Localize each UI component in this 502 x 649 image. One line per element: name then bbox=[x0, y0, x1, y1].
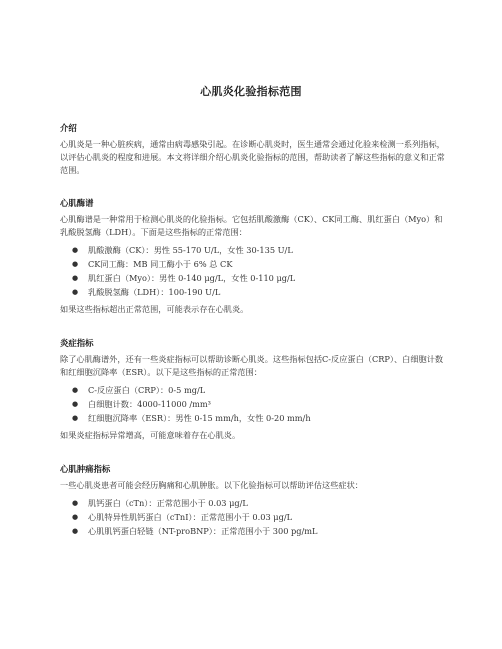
list-item-text: 心肌肌钙蛋白轻链（NT-proBNP）：正常范围小于 300 pg/mL bbox=[88, 526, 318, 536]
list-item bbox=[60, 411, 446, 425]
bullet-dot-icon: ● bbox=[72, 414, 79, 422]
page-title: 心肌炎化验指标范围 bbox=[200, 85, 302, 98]
section-closing: 如果炎症指标异常增高，可能意味着存在心肌炎。 bbox=[60, 430, 241, 440]
section-inflammation bbox=[60, 338, 446, 442]
list-item bbox=[60, 285, 446, 299]
list-item-text: 乳酸脱氢酶（LDH）：100-190 U/L bbox=[88, 287, 221, 297]
section-heading: 心肌肿痛指标 bbox=[60, 464, 111, 474]
list-item-text: 红细胞沉降率（ESR）：男性 0-15 mm/h，女性 0-20 mm/h bbox=[88, 413, 311, 423]
section-paragraph: 心肌酶谱是一种常用于检测心肌炎的化验指标。它包括肌酸激酶（CK）、CK同工酶、肌红蛋白（Myo）和乳酸脱氢酶（LDH）。下面是这些指标的正常范围： bbox=[60, 214, 443, 237]
list-item-text: 肌红蛋白（Myo）：男性 0-140 μg/L，女性 0-110 μg/L bbox=[88, 273, 296, 283]
list-item bbox=[60, 243, 446, 257]
list-item-text: 心肌特异性肌钙蛋白（cTnI）：正常范围小于 0.03 μg/L bbox=[88, 512, 293, 522]
bullet-dot-icon: ● bbox=[72, 260, 79, 268]
section-paragraph: 除了心肌酶谱外，还有一些炎症指标可以帮助诊断心肌炎。这些指标包括C-反应蛋白（CRP）、白细胞计数和红细胞沉降率（ESR）。以下是这些指标的正常范围： bbox=[60, 354, 444, 377]
bullet-dot-icon: ● bbox=[72, 288, 79, 296]
list-item-text: 白细胞计数：4000-11000 /mm³ bbox=[88, 399, 211, 409]
list-item-text: CK同工酶：MB 同工酶小于 6% 总 CK bbox=[88, 259, 233, 269]
bullet-dot-icon: ● bbox=[72, 386, 79, 394]
section-heading: 介绍 bbox=[60, 123, 77, 133]
bullet-dot-icon: ● bbox=[72, 527, 79, 535]
list-item bbox=[60, 524, 446, 538]
bullet-dot-icon: ● bbox=[72, 274, 79, 282]
spacer bbox=[60, 316, 446, 338]
list-item bbox=[60, 510, 446, 524]
bullet-list bbox=[60, 383, 446, 425]
section-heading: 炎症指标 bbox=[60, 338, 94, 348]
section-cardiac-enzymes bbox=[60, 198, 446, 316]
bullet-dot-icon: ● bbox=[72, 513, 79, 521]
list-item bbox=[60, 257, 446, 271]
list-item-text: 肌钙蛋白（cTn）：正常范围小于 0.03 μg/L bbox=[88, 498, 248, 508]
section-heading: 心肌酶谱 bbox=[60, 198, 94, 208]
list-item-text: 肌酸激酶（CK）：男性 55-170 U/L，女性 30-135 U/L bbox=[88, 245, 293, 255]
spacer bbox=[60, 177, 446, 198]
bullet-list bbox=[60, 496, 446, 538]
section-paragraph: 一些心肌炎患者可能会经历胸痛和心肌肿胀。以下化验指标可以帮助评估这些症状： bbox=[60, 480, 363, 490]
bullet-dot-icon: ● bbox=[72, 400, 79, 408]
document-body bbox=[60, 123, 446, 542]
list-item-text: C-反应蛋白（CRP）：0-5 mg/L bbox=[88, 385, 206, 395]
section-paragraph: 心肌炎是一种心脏疾病，通常由病毒感染引起。在诊断心肌炎时，医生通常会通过化验来检测一系列指标，以评估心肌炎的程度和进展。本文将详细介绍心肌炎化验指标的范围，帮助读者了解这些指标的意义和正常范围。 bbox=[60, 139, 445, 175]
list-item bbox=[60, 496, 446, 510]
list-item bbox=[60, 383, 446, 397]
list-item bbox=[60, 271, 446, 285]
bullet-dot-icon: ● bbox=[72, 499, 79, 507]
list-item bbox=[60, 397, 446, 411]
section-closing: 如果这些指标超出正常范围，可能表示存在心肌炎。 bbox=[60, 304, 249, 314]
section-myocardial-pain bbox=[60, 464, 446, 538]
bullet-dot-icon: ● bbox=[72, 246, 79, 254]
bullet-list bbox=[60, 243, 446, 299]
spacer bbox=[60, 442, 446, 464]
section-intro bbox=[60, 123, 446, 177]
